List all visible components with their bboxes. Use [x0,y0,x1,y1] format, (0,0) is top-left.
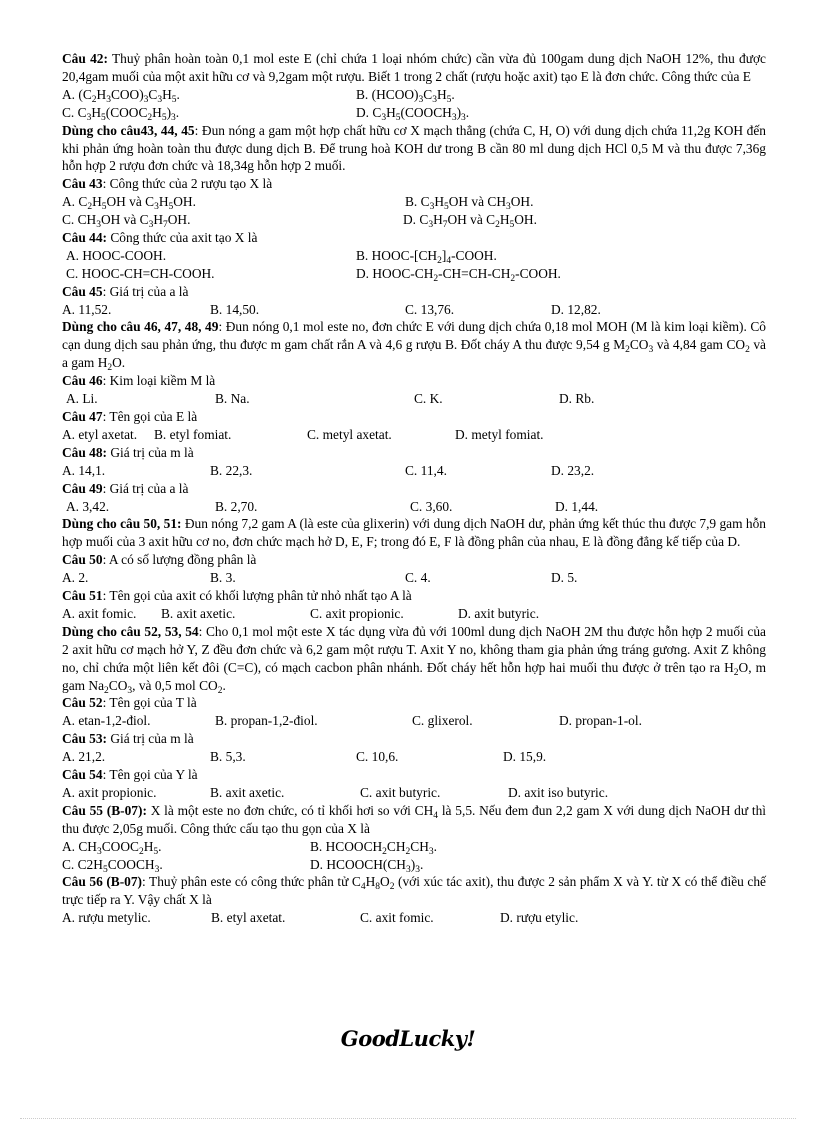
question-label: Câu 46 [62,373,103,389]
option-a: A. HOOC-COOH. [66,247,167,263]
question-label: Câu 54 [62,767,103,783]
option-c: C. axit butyric. [360,784,441,800]
group-label: Dùng cho câu43, 44, 45 [62,122,195,138]
question-label: Câu 56 (B-07) [62,874,143,890]
options-row [62,211,766,229]
option-d: D. 23,2. [551,462,595,478]
option-a: A. 14,1. [62,462,106,478]
option-d: D. 12,82. [551,301,601,317]
option-a: A. Li. [66,391,98,407]
question-label: Câu 55 (B-07): [62,802,147,818]
option-c: C. metyl axetat. [307,426,392,442]
option-d: D. 1,44. [555,498,599,514]
option-c: C. 13,76. [405,301,455,317]
question-52 [62,694,766,712]
question-text: : Công thức của 2 rượu tạo X là [102,176,273,192]
option-a: A. 3,42. [66,498,110,514]
question-label: Câu 44: [62,230,108,245]
option-d: D. $C_3H_7OH$ và $C_2H_5OH$. [403,212,537,231]
option-a: A. 2. [62,570,89,586]
group-label: Dùng cho câu 46, 47, 48, 49 [62,319,219,335]
question-label: Câu 48: [62,444,108,460]
option-d: D. Rb. [559,391,595,407]
option-d: D. $C_3H_5(COOCH_3)_3$. [356,104,470,123]
option-c: C. $C2H_5COOCH_3$. [62,856,163,875]
question-48 [62,444,766,462]
options-row [62,390,766,408]
options-row [62,605,766,623]
options-row [62,193,766,211]
group-50-51 [62,515,766,551]
question-text: : Giá trị của a là [102,283,189,299]
group-43-45 [62,122,766,176]
options-row [62,569,766,587]
option-c: C. K. [414,391,443,407]
group-label: Dùng cho câu 52, 53, 54 [62,623,199,639]
question-text: : Kim loại kiềm M là [102,373,216,389]
question-text: X là một este no đơn chức, có tỉ khối hơi so với CH [146,802,434,818]
options-row [62,498,766,516]
option-d: D. propan-1-ol. [559,713,642,729]
question-text: : Tên gọi của Y là [102,767,198,783]
question-text: : Thuỷ phân este có công thức phân tử C [142,874,361,890]
option-a: A. $C_2H_5OH$ và $C_3H_5OH$. [62,194,196,213]
option-a: A. rượu metylic. [62,910,151,926]
option-a: A. etan-1,2-điol. [62,713,151,729]
question-50 [62,551,766,569]
option-d: D. metyl fomiat. [455,426,544,442]
option-d: D. rượu etylic. [500,910,579,926]
group-text: : Cho 0,1 mol một este X tác dụng vừa đủ với 100ml dung dịch NaOH 2M thu được hỗn hợp 2 muối của 2 axit hữu cơ mạch hở Y, Z đều đơn chức và 6,2 gam một rượu T. Axit Y no, không tham gia phản ứng tráng gương. Axit Z không no, chỉ chứa một liên kết đôi (C=C), có mạch cacbon phân nhánh. Đốt cháy hết hỗn hợp hai muối thu được ở trên tạo ra H [62,623,766,675]
page-bottom-divider [20,1118,796,1119]
option-c: C. 11,4. [405,462,447,478]
option-b: B. etyl fomiat. [154,426,232,442]
option-d: D. axit butyric. [458,605,540,621]
option-d: D. axit iso butyric. [508,784,609,800]
options-row [62,838,766,856]
option-b: B. 2,70. [215,498,258,514]
question-55: Câu 55 (B-07): X là một este no đơn chức, có tỉ khối hơi so với $CH_4$ là 5,5. Nếu đem đun 2,2 gam X với dung dịch NaOH dư thì thu được 2,05g muối. Công thức cấu tạo thu gọn của X là [62,802,767,836]
option-a: A. 21,2. [62,749,106,765]
group-text: : Đun nóng a gam một hợp chất hữu cơ X mạch thẳng (chứa C, H, O) với dung dịch chứa 11,2g KOH đến khi phản ứng hoàn toàn thu được dung dịch B. Để trung hoà KOH dư trong B cần 80 ml dung dịch HCl 0,5 M và thu được 7,36g hỗn hợp 2 rượu đơn chức và 18,34g hỗn hợp 2 muối. [62,122,766,174]
option-c: C. glixerol. [412,713,473,729]
options-row [62,265,766,283]
group-52-54: Dùng cho câu 52, 53, 54: Cho 0,1 mol một este X tác dụng vừa đủ với 100ml dung dịch NaOH 2M thu được hỗn hợp 2 muối của 2 axit hữu cơ mạch hở Y, Z đều đơn chức và 6,2 gam một rượu T. Axit Y no, không tham gia phản ứng tráng gương. Axit Z không no, chỉ chứa một liên kết đôi (C=C), có mạch cacbon phân nhánh. Đốt cháy hết hỗn hợp hai muối thu được ở trên tạo ra $H_2O$, m gam $Na_2CO_3$, và 0,5 mol $CO_2$. [62,623,766,696]
option-c: C. $C_3H_5(COOC_2H_5)_3$. [62,104,180,123]
option-d: D. 5. [551,570,578,586]
option-b: B. $HCOOCH_2CH_2CH_3$. [310,838,437,857]
option-a: A. axit propionic. [62,784,157,800]
option-b: B. axit axetic. [210,784,285,800]
options-row [62,104,766,122]
question-text: : A có số lượng đồng phân là [102,552,257,568]
option-b: B. 5,3. [210,749,246,765]
question-text: : Tên gọi của T là [102,695,197,711]
question-44 [62,229,766,247]
question-label: Câu 45 [62,283,103,299]
good-luck-signoff: GoodLucky! [340,1026,476,1051]
options-row [62,86,766,104]
group-46-49: Dùng cho câu 46, 47, 48, 49: Đun nóng 0,1 mol este no, đơn chức E với dung dịch chứa 0,18 mol MOH (M là kim loại kiềm). Cô cạn dung dịch sau phản ứng, thu được m gam chất rắn A và 4,6 g rượu B. Đốt cháy A thu được 9,54 g $M_2CO_3$ và 4,84 gam $CO_2$ và a gam $H_2O$. [62,319,766,374]
option-b: B. axit axetic. [161,605,236,621]
options-row [62,784,766,802]
question-text: Công thức của axit tạo X là [107,230,258,245]
option-c: C. axit propionic. [310,605,404,621]
group-text: Đun nóng 7,2 gam A (là este của glixerin) với dung dịch NaOH dư, phản ứng kết thúc thu được 7,9 gam hỗn hợp muối của 3 axit hữu cơ no, đơn chức mạch hở D, E, F; trong đó E, F là đồng phân của nhau, E là đồng đẳng kế tiếp của D. [62,516,766,550]
option-a: A. etyl axetat. [62,426,138,442]
options-row [62,462,766,480]
option-b: B. 14,50. [210,301,260,317]
question-label: Câu 47 [62,409,103,424]
option-c: C. HOOC-CH=CH-COOH. [66,265,215,281]
option-b: B. etyl axetat. [211,910,286,926]
option-b: B. 3. [210,570,236,586]
question-51 [62,587,766,605]
option-c: C. 4. [405,570,431,586]
question-text: Giá trị của m là [107,731,194,747]
question-text: Thuỷ phân hoàn toàn 0,1 mol este E (chỉ chứa 1 loại nhóm chức) cần vừa đủ 100gam dung dịch NaOH 12%, thu được 20,4gam muối của một axit hữu cơ và 9,2gam một rượu. Biết 1 trong 2 chất (rượu hoặc axit) tạo E là đơn chức. Công thức của E [62,51,767,84]
options-row [62,748,766,766]
options-row [62,426,766,444]
group-label: Dùng cho câu 50, 51: [62,516,182,532]
question-47 [62,408,766,426]
option-a: A. 11,52. [62,301,112,317]
question-label: Câu 50 [62,552,103,568]
exam-page [62,50,766,927]
question-43 [62,175,766,193]
question-text: : Tên gọi của E là [102,409,198,424]
option-a: A. $(C_2H_3COO)_3C_3H_5$. [62,86,180,105]
question-label: Câu 53: [62,731,108,747]
option-b: B. $(HCOO)_3C_3H_5$. [356,86,455,105]
question-54 [62,766,766,784]
option-b: B. 22,3. [210,462,253,478]
option-d: D. 15,9. [503,749,547,765]
option-d: D. HOOC-$CH_2-CH=CH-CH_2$-COOH. [356,265,561,284]
option-b: B. $C_3H_5OH$ và $CH_3OH$. [405,194,534,213]
options-row [62,712,766,730]
group-text: : Đun nóng 0,1 mol este no, đơn chức E với dung dịch chứa 0,18 mol MOH (M là kim loại kiềm). Cô cạn dung dịch sau phản ứng, thu được m gam chất rắn A và 4,6 g rượu B. Đốt cháy A thu được 9,54 g M [62,319,766,353]
options-row [62,301,766,319]
option-b: B. Na. [215,391,250,407]
question-text: : Tên gọi của axit có khối lượng phân tử nhỏ nhất tạo A là [102,588,412,603]
question-46 [62,372,766,390]
question-53 [62,730,766,748]
question-label: Câu 52 [62,695,103,711]
question-49 [62,480,766,498]
options-row [62,247,766,265]
options-row [62,856,766,874]
option-d: D. $HCOOCH(CH_3)_3$. [310,856,424,875]
question-label: Câu 51 [62,588,103,603]
question-56: Câu 56 (B-07): Thuỷ phân este có công thức phân tử $C_4H_8O_2$ (với xúc tác axit), thu được 2 sản phẩm X và Y. từ X có thể điều chế trực tiếp ra Y. Vậy chất X là [62,874,766,908]
question-label: Câu 43 [62,176,103,192]
question-42 [62,50,766,86]
option-a: A. $CH_3COOC_2H_5$. [62,838,162,857]
option-c: C. 3,60. [410,498,453,514]
question-label: Câu 49 [62,480,103,496]
options-row [62,909,766,927]
option-b: B. HOOC-$[CH_2]_4$-COOH. [356,247,497,266]
option-c: C. axit fomic. [360,910,434,926]
option-a: A. axit fomic. [62,605,137,621]
question-text: Giá trị của m là [107,444,194,460]
option-b: B. propan-1,2-điol. [215,713,318,729]
question-45 [62,283,766,301]
question-text: : Giá trị của a là [102,480,189,496]
option-c: C. 10,6. [356,749,399,765]
option-c: C. $CH_3OH$ và $C_3H_7OH$. [62,212,191,231]
question-label: Câu 42: [62,51,108,66]
